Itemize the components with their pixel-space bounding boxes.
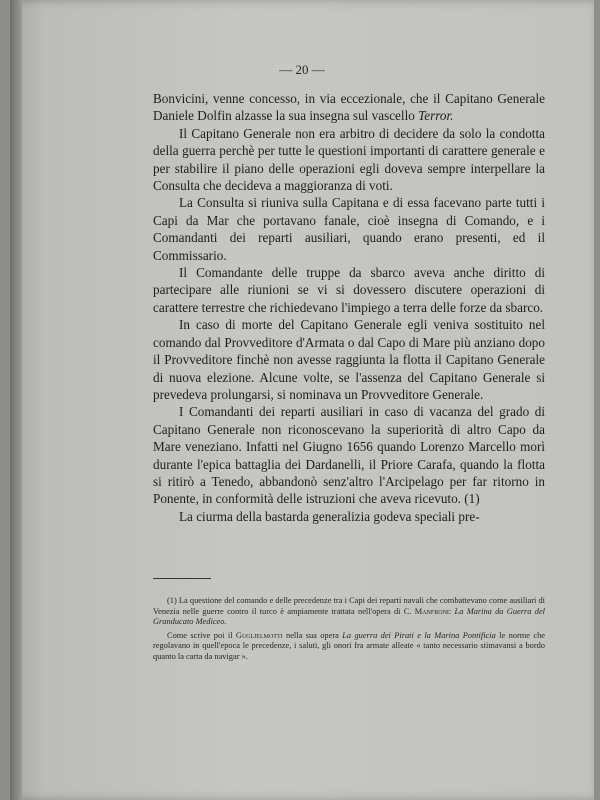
paragraph-7: La ciurma della bastarda generalizia godeva speciali pre-	[179, 508, 480, 524]
paragraph-3: La Consulta si riuniva sulla Capitana e di essa facevano parte tutti i Capi da Mar che portavano fanale, cioè insegna di Comando, e i Comandanti dei reparti ausiliari, quando erano presenti, ed il Commissario.	[153, 195, 545, 263]
body-text	[153, 90, 545, 525]
footnote-2-work-title: La guerra dei Pirati e la Marina Pontificia	[342, 630, 496, 640]
book-spine-shadow	[10, 0, 22, 800]
ship-name: Terror.	[418, 108, 454, 124]
footnote-1	[153, 596, 545, 628]
page-number: — 20 —	[279, 62, 325, 77]
footnote-2-mid: nella sua opera	[282, 630, 343, 640]
footnote-2-tail: le norme che regolavano in quell'epoca le precedenze, i saluti, gli onori fra armate alleate « tanto necessario stimavansi a bordo quanto la carta da navigar ».	[153, 630, 545, 661]
footnote-2-author: Guglielmotti	[235, 630, 283, 640]
paragraph-1-text: Bonvicini, venne concesso, in via eccezionale, che il Capitano Generale Daniele Dolfin alzasse la sua insegna sul vascello	[153, 91, 545, 124]
paragraph-2: Il Capitano Generale non era arbitro di decidere da solo la condotta della guerra perchè per tutte le questioni importanti di carattere generale e per stabilire il piano delle operazioni egli doveva sempre interpellare la Consulta che decideva a maggioranza di voti.	[153, 125, 545, 194]
footnote-1-text: (1) La questione del comando e delle precedenze tra i Capi dei reparti navali che combattevano come ausiliari di Venezia nelle guerre contro il turco è ampiamente trattata nell'opera di C.	[153, 596, 545, 616]
footnote-2-text: Come scrive poi il	[167, 630, 236, 640]
paragraph-4: Il Comandante delle truppe da sbarco aveva anche diritto di partecipare alle riunioni se vi si dovessero discutere operazioni di carattere terrestre che richiedevano l'impiego a terra delle forze da sbarco.	[153, 265, 545, 315]
book-page	[10, 0, 594, 800]
paragraph-6: I Comandanti dei reparti ausiliari in caso di vacanza del grado di Capitano Generale non riconoscevano la superiorità di altro Capo da Mare veneziano. Infatti nel Giugno 1656 quando Lorenzo Marcello morì durante l'epica battaglia dei Dardanelli, il Priore Carafa, quando la flotta si ritirò a Tenedo, abbandonò senz'altro l'Arcipelago per far ritorno in Ponente, in conformità delle istruzioni che aveva ricevuto. (1)	[153, 404, 545, 507]
paragraph-5: In caso di morte del Capitano Generale egli veniva sostituito nel comando dal Provveditore d'Armata o dal Capo di Mare più anziano dopo il Provveditore finchè non avesse raggiunta la flotta il Capitano Generale di nuova elezione. Alcune volte, se l'assenza del Capitano Generale si prevedeva prolungarsi, si nominava un Provveditore Generale.	[153, 317, 545, 402]
footnote-1-sep: :	[448, 606, 455, 616]
footnote-1-work-title: La Marina da Guerra del Granducato Mediceo.	[153, 606, 545, 627]
footnote-1-author: Manfroni	[414, 606, 449, 616]
footnote-2	[153, 631, 545, 663]
footnote-separator	[153, 578, 211, 579]
paragraph-1	[153, 90, 545, 125]
footnotes	[153, 596, 545, 666]
